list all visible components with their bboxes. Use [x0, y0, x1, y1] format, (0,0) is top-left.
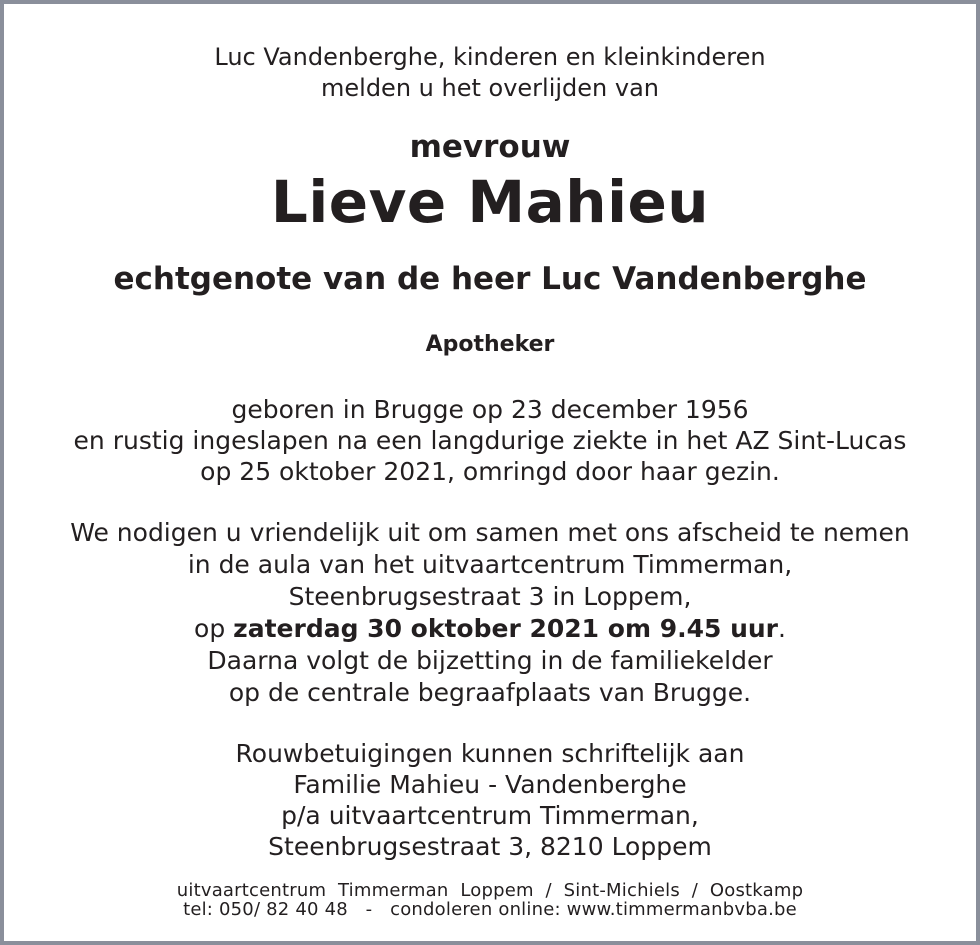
profession: Apotheker — [425, 332, 555, 357]
invitation-line-1: We nodigen u vriendelijk uit om samen met ons afscheid te nemen — [70, 518, 910, 547]
condolences-line-1: Rouwbetuigingen kunnen schriftelijk aan — [235, 739, 745, 768]
intro-line-2: melden u het overlijden van — [321, 74, 659, 102]
invitation-line-6: op de centrale begraafplaats van Brugge. — [228, 678, 752, 707]
invitation-line-3: Steenbrugsestraat 3 in Loppem, — [288, 582, 692, 611]
ceremony-datetime-line — [4, 613, 976, 644]
condolences-line-3: p/a uitvaartcentrum Timmerman, — [281, 801, 699, 830]
death-line: en rustig ingeslapen na een langdurige ziekte in het AZ Sint-Lucas — [73, 426, 907, 455]
ceremony-suffix: . — [778, 614, 786, 643]
intro-line-1: Luc Vandenberghe, kinderen en kleinkinderen — [214, 43, 766, 71]
spouse-line: echtgenote van de heer Luc Vandenberghe — [113, 261, 867, 297]
condolences-line-4: Steenbrugsestraat 3, 8210 Loppem — [268, 832, 712, 861]
ceremony-prefix: op — [194, 614, 234, 643]
death-date-line: op 25 oktober 2021, omringd door haar gezin. — [200, 457, 780, 486]
condolences-line-2: Familie Mahieu - Vandenberghe — [293, 770, 687, 799]
footer-contact-line: tel: 050/ 82 40 48 - condoleren online: www.timmermanbvba.be — [183, 899, 797, 920]
birth-line: geboren in Brugge op 23 december 1956 — [231, 395, 749, 424]
honorific: mevrouw — [409, 129, 571, 165]
footer-company-line: uitvaartcentrum Timmerman Loppem / Sint-Michiels / Oostkamp — [176, 880, 804, 901]
invitation-line-2: in de aula van het uitvaartcentrum Timmerman, — [187, 550, 793, 579]
ceremony-datetime: zaterdag 30 oktober 2021 om 9.45 uur — [233, 614, 779, 643]
invitation-line-5: Daarna volgt de bijzetting in de familiekelder — [207, 646, 773, 675]
deceased-name: Lieve Mahieu — [270, 168, 710, 236]
